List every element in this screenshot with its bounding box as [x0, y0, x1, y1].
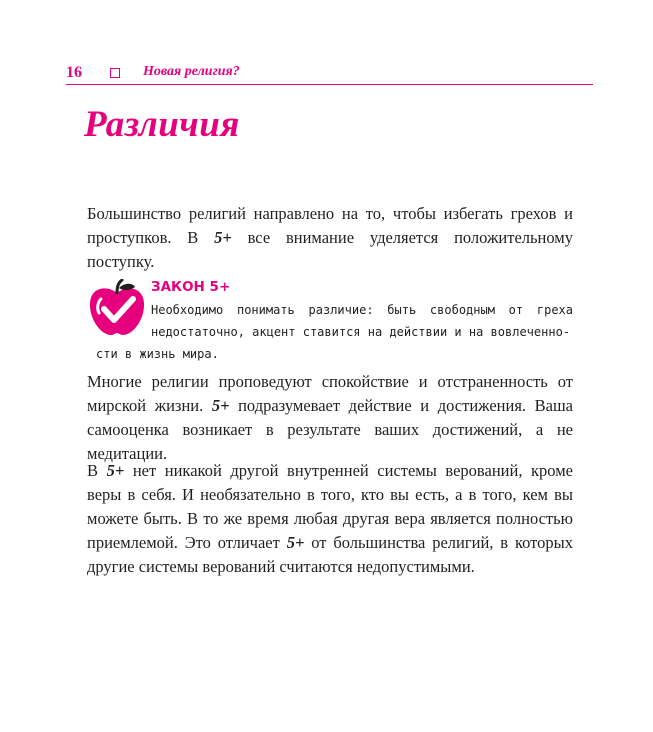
law-title: ЗАКОН 5+	[151, 279, 231, 295]
apple-checkmark-icon	[87, 279, 147, 337]
running-header	[66, 64, 593, 85]
page-number: 16	[66, 64, 82, 81]
paragraph-detachment: Многие религии проповедуют спокойствие и отстраненность от мирской жизни. 5+ подразумевает действие и достижения. Ваша самооценка возникает в результате ваших достижений, а не медитации.	[87, 372, 573, 463]
section-title: Различия	[84, 104, 240, 145]
brand-mark: 5+	[211, 396, 230, 415]
brand-mark: 5+	[106, 461, 125, 480]
law-text: Необходимо понимать различие: быть свободным от греха недостаточно, акцент ставится на действии и на вовлеченно- сти в жизнь мира.	[96, 303, 573, 361]
brand-mark: 5+	[286, 533, 305, 552]
brand-mark: 5+	[214, 228, 232, 247]
running-title: Новая религия?	[143, 64, 240, 79]
paragraph-beliefs: В 5+ нет никакой другой внутренней системы верований, кроме веры в себя. И необязательно в того, кто вы есть, а в того, кем вы можете быть. В то же время любая другая вера является полностью приемлемой. Это отличает 5+ от большинства религий, в которых другие системы верований считаются недопустимыми.	[87, 461, 573, 576]
law-callout	[87, 279, 575, 369]
paragraph-intro: Большинство религий направлено на то, чтобы избегать грехов и проступков. В 5+ все внимание уделяется положительному поступку.	[87, 204, 573, 271]
square-bullet-icon	[110, 68, 120, 78]
